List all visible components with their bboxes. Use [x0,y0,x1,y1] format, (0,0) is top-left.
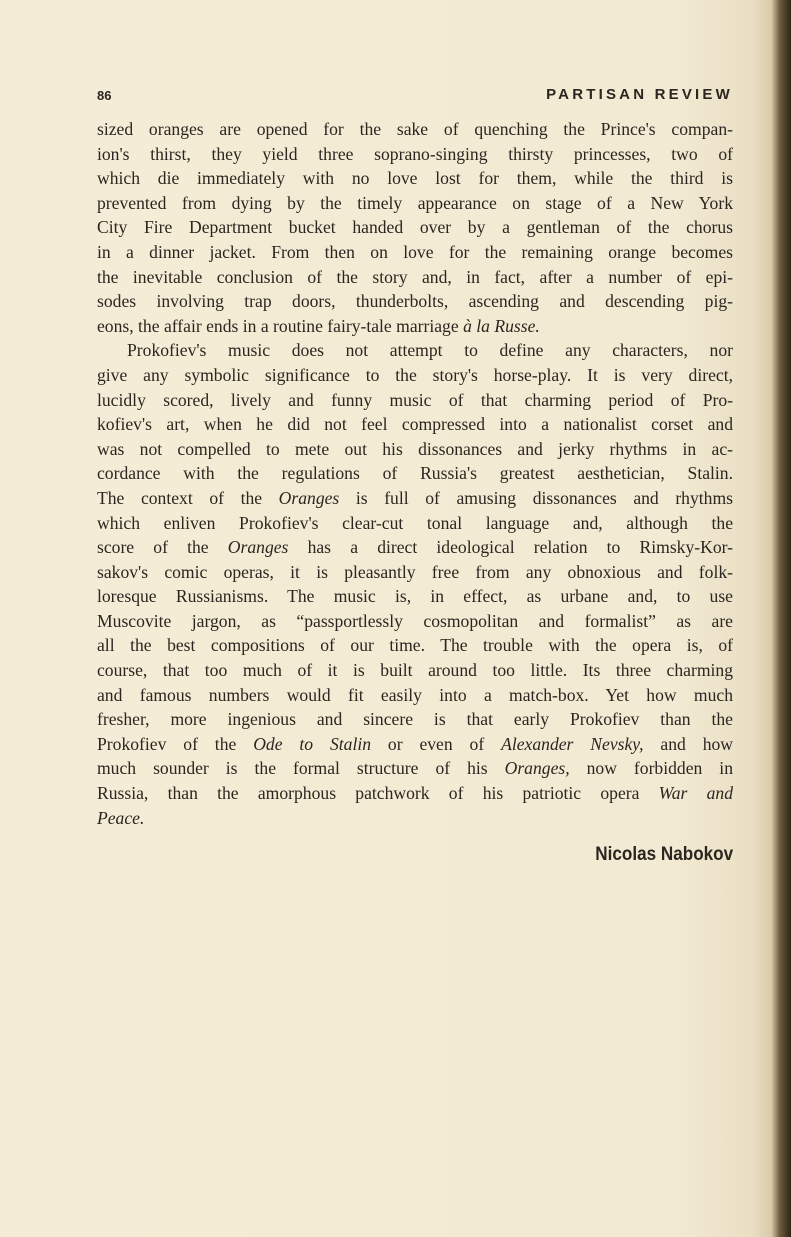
article-body [97,117,733,830]
text-line [97,511,733,536]
text-line [97,486,733,511]
text-segment: eons, the affair ends in a routine fairy-tale marriage [97,315,464,336]
text-line [97,215,733,240]
italic-text: Oranges [278,487,340,508]
text-line [97,560,733,585]
text-segment: Russia, than the amorphous patchwork of his patriotic opera [97,783,659,804]
text-segment: all the best compositions of our time. The trouble with the opera is, of [97,635,733,656]
text-line [97,535,733,560]
text-segment: course, that too much of it is built around too little. Its three charming [97,660,733,681]
page-number: 86 [97,88,112,103]
page-header [97,86,733,110]
paragraph [97,117,733,338]
text-segment: prevented from dying by the timely appearance on stage of a New York [97,192,733,213]
italic-text: Peace. [97,807,145,828]
text-line [97,191,733,216]
text-line [97,609,733,634]
author-signature: Nicolas Nabokov [595,844,733,865]
italic-text: à la Russe. [463,315,540,336]
text-segment: which enliven Prokofiev's clear-cut tonal language and, although the [97,512,733,533]
text-segment: fresher, more ingenious and sincere is that early Prokofiev than the [97,709,733,730]
italic-text: War and [658,783,733,804]
italic-text: Ode to Stalin [253,733,372,754]
text-line [97,363,733,388]
text-segment: give any symbolic significance to the story's horse-play. It is very direct, [97,364,733,385]
text-line [97,584,733,609]
text-line [97,412,733,437]
text-segment: and how [643,733,734,754]
text-line [97,166,733,191]
text-line [97,289,733,314]
italic-text: Oranges, [504,758,570,779]
text-segment: which die immediately with no love lost for them, while the third is [97,168,733,189]
text-segment: or even of [371,733,502,754]
text-segment: sakov's comic operas, it is pleasantly free from any obnoxious and folk- [97,561,733,582]
text-segment: lucidly scored, lively and funny music of that charming period of Pro- [97,389,733,410]
text-segment: kofiev's art, when he did not feel compressed into a nationalist corset and [97,414,733,435]
text-segment: in a dinner jacket. From then on love for the remaining orange becomes [97,241,733,262]
text-segment: the inevitable conclusion of the story and, in fact, after a number of epi- [97,266,733,287]
text-line [97,314,733,339]
text-segment: City Fire Department bucket handed over by a gentleman of the chorus [97,217,733,238]
italic-text: Alexander Nevsky, [501,733,644,754]
text-line [97,683,733,708]
text-line [97,338,733,363]
text-segment: ion's thirst, they yield three soprano-singing thirsty princesses, two of [97,143,733,164]
text-line [97,732,733,757]
text-line [97,265,733,290]
text-line [97,240,733,265]
text-line [97,388,733,413]
text-segment: has a direct ideological relation to Rimsky-Kor- [288,537,733,558]
text-segment: sized oranges are opened for the sake of quenching the Prince's compan- [97,119,733,139]
text-line [97,658,733,683]
text-line [97,806,733,831]
text-line [97,117,733,142]
text-segment: sodes involving trap doors, thunderbolts, ascending and descending pig- [97,291,733,312]
text-segment: Muscovite jargon, as “passportlessly cosmopolitan and formalist” as are [97,610,733,631]
text-line [97,756,733,781]
text-line [97,461,733,486]
text-segment: Prokofiev's music does not attempt to define any characters, nor [127,340,733,361]
text-segment: was not compelled to mete out his dissonances and jerky rhythms in ac- [97,438,733,459]
text-segment: loresque Russianisms. The music is, in effect, as urbane and, to use [97,586,733,607]
text-segment: score of the [97,537,228,558]
text-line [97,633,733,658]
running-title: PARTISAN REVIEW [546,86,733,103]
italic-text: Oranges [227,537,289,558]
text-segment: The context of the [97,487,279,508]
paragraph [97,338,733,830]
text-line [97,437,733,462]
text-line [97,707,733,732]
text-segment: is full of amusing dissonances and rhythms [339,487,733,508]
text-line [97,142,733,167]
text-segment: now forbidden in [569,758,733,779]
text-segment: and famous numbers would fit easily into a match-box. Yet how much [97,684,733,705]
text-segment: Prokofiev of the [97,733,254,754]
text-line [97,781,733,806]
text-segment: much sounder is the formal structure of his [97,758,505,779]
text-segment: cordance with the regulations of Russia's greatest aesthetician, Stalin. [97,463,733,484]
